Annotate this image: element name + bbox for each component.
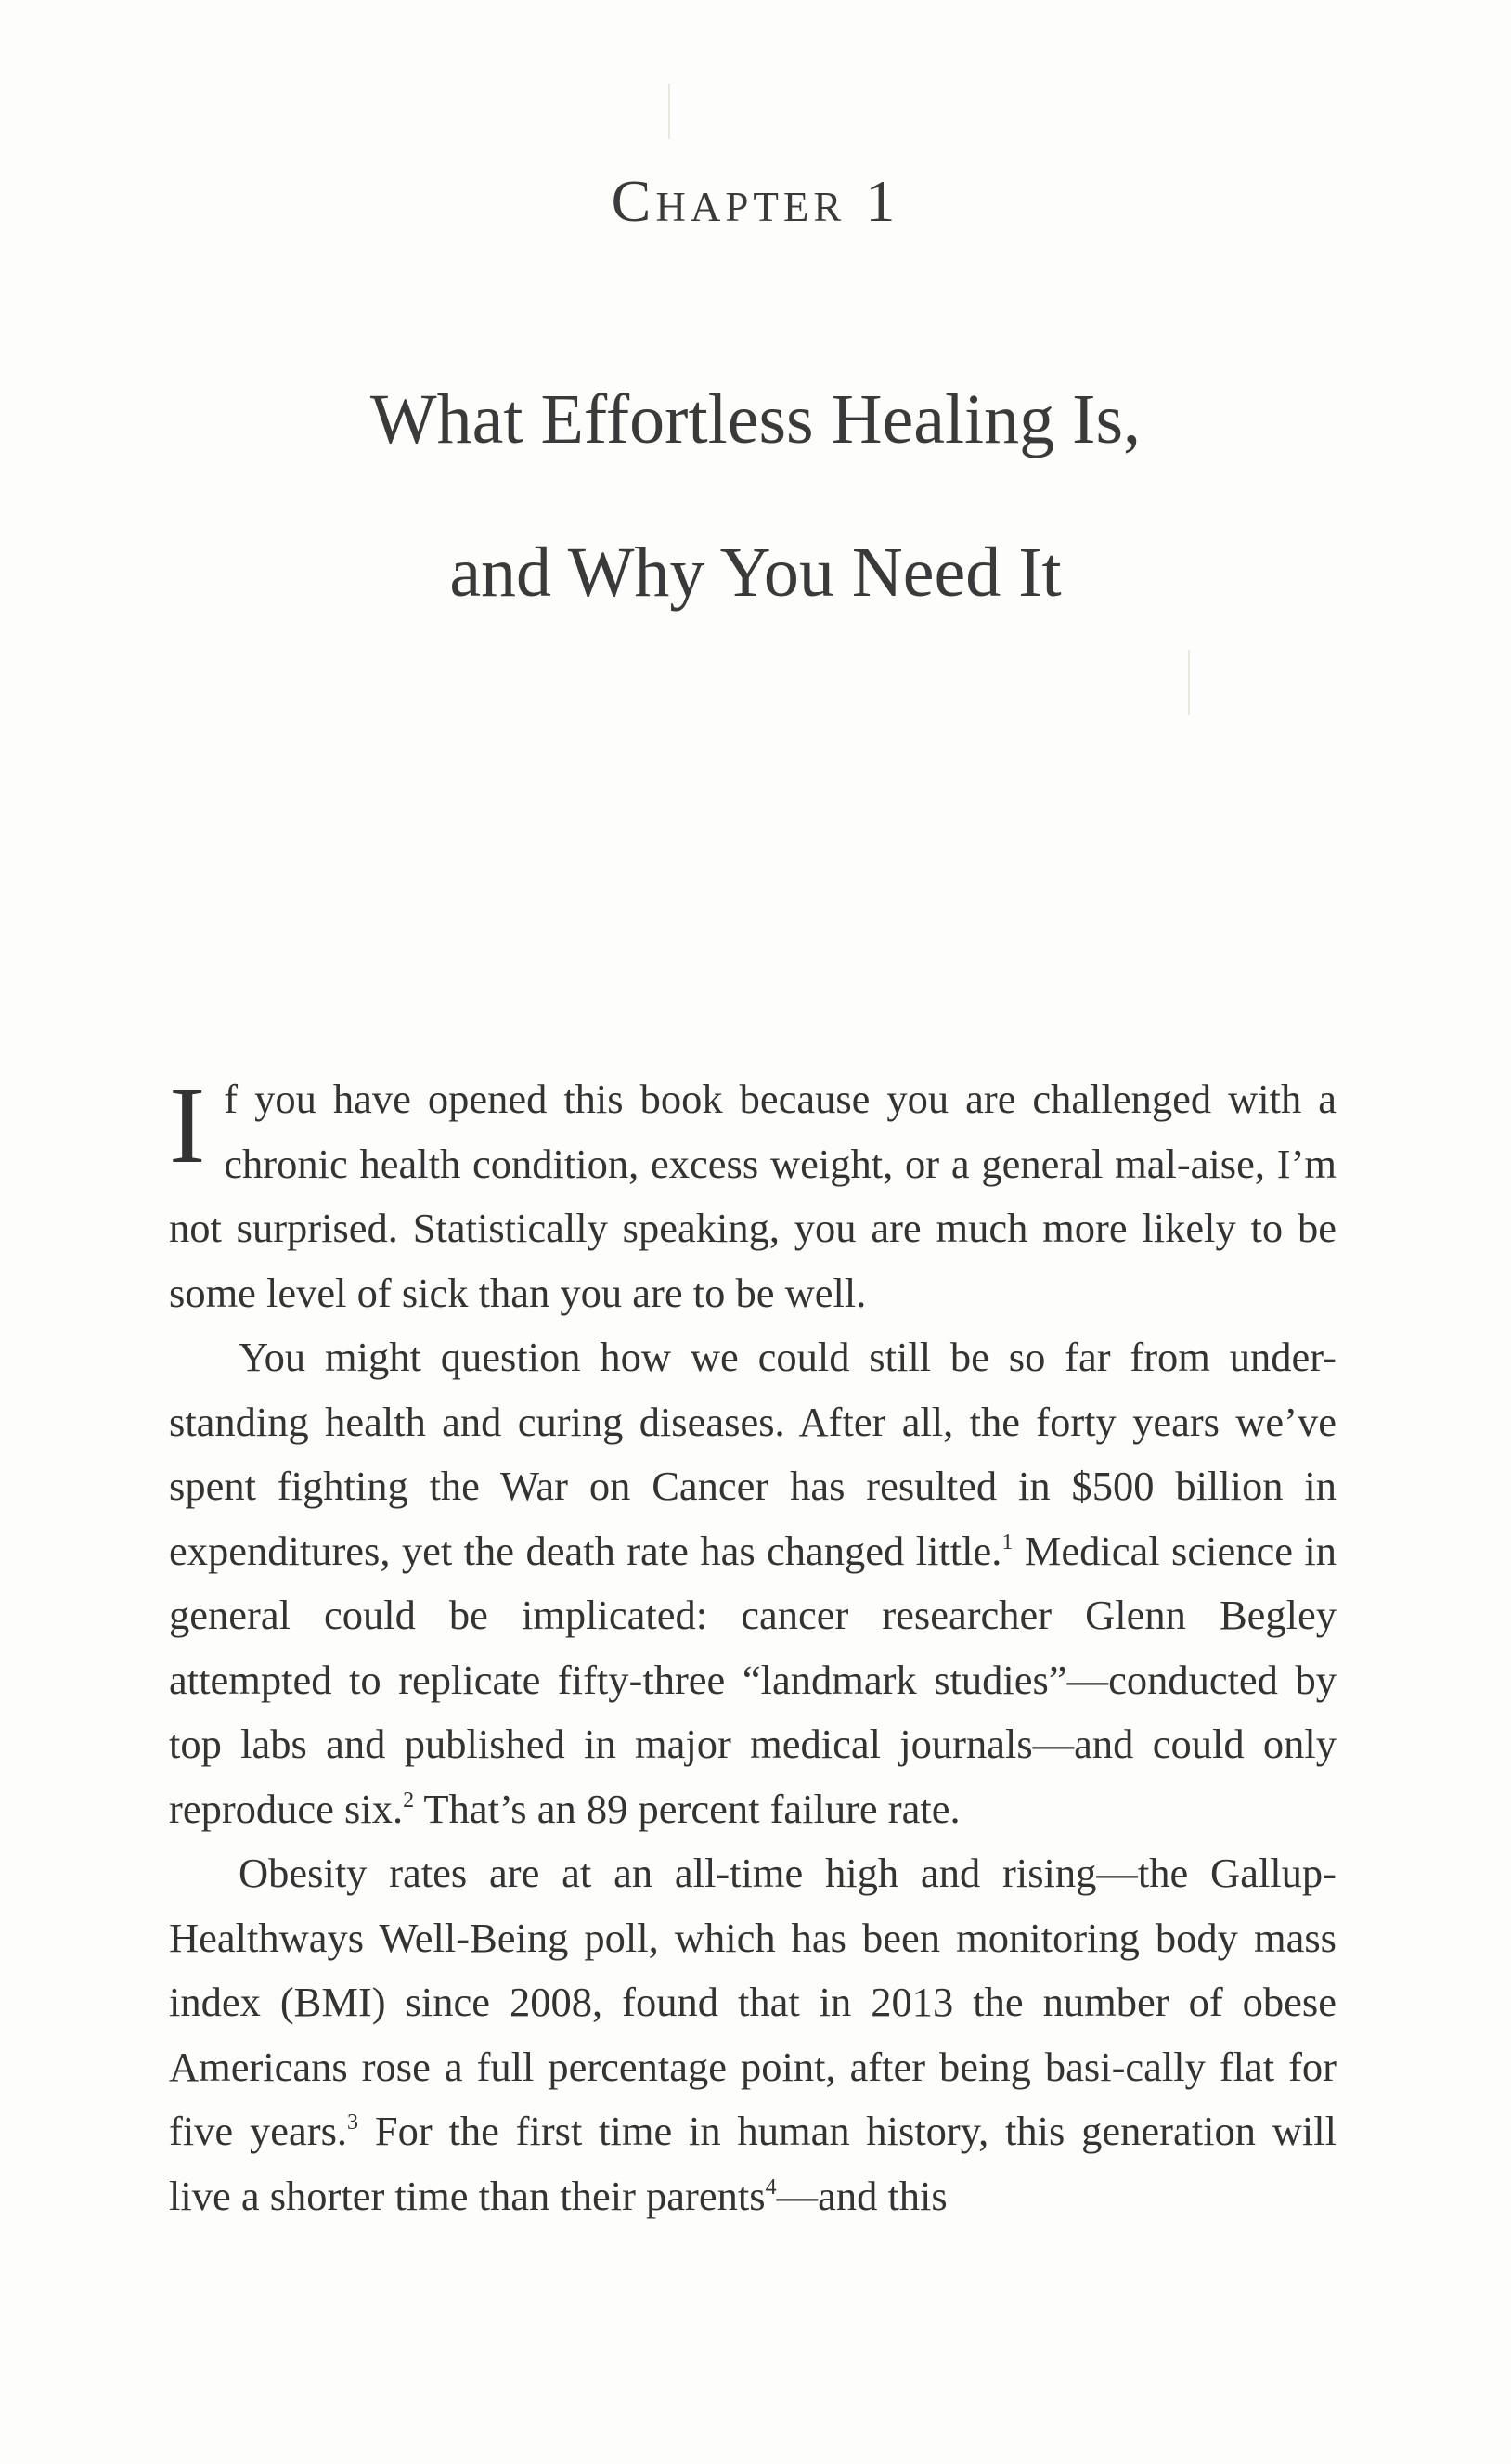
footnote-ref-3[interactable]: 3 — [347, 2110, 359, 2135]
paragraph-1-text: f you have opened this book because you are challenged with a chronic health condition, excess weight, or a general mal-aise, I’m not surprised. Statistically speaking, you are much more likely to be some level of sick than you are to be well. — [169, 1076, 1337, 1316]
body-text — [169, 1064, 1337, 2228]
paragraph-2-text-b: Medical science in general could be implicated: cancer researcher Glenn Begley attempted to replicate fifty-three “landmark studies”—conducted by top labs and published in major medical journals—and could only reproduce six. — [169, 1527, 1337, 1832]
drop-cap: I — [169, 1064, 206, 1186]
paragraph-3 — [169, 1841, 1337, 2228]
paragraph-1 — [169, 1064, 1337, 1325]
footnote-ref-2[interactable]: 2 — [403, 1787, 415, 1813]
footnote-ref-4[interactable]: 4 — [765, 2174, 777, 2200]
paragraph-3-text-b: For the first time in human history, this generation will live a shorter time than their parents — [169, 2108, 1337, 2219]
paragraph-2 — [169, 1325, 1337, 1841]
paragraph-2-text-a: You might question how we could still be so far from under-standing health and curing diseases. After all, the forty years we’ve spent fighting the War on Cancer has resulted in $500 billion in expenditures, yet the death rate has changed little. — [169, 1334, 1337, 1574]
paragraph-3-text-c: —and this — [776, 2172, 948, 2219]
chapter-label: Chapter 1 — [611, 168, 900, 234]
footnote-ref-1[interactable]: 1 — [1001, 1529, 1014, 1555]
chapter-title — [0, 343, 1511, 650]
scan-mark-top — [668, 84, 670, 139]
chapter-title-line-1: What Effortless Healing Is, — [369, 381, 1142, 458]
paragraph-3-text-a: Obesity rates are at an all-time high and rising—the Gallup-Healthways Well-Being poll, which has been monitoring body mass index (BMI) since 2008, found that in 2013 the number of obese Americans rose a full percentage point, after being basi-cally flat for five years. — [169, 1850, 1337, 2154]
paragraph-2-text-c: That’s an 89 percent failure rate. — [414, 1785, 961, 1832]
chapter-title-line-2: and Why You Need It — [449, 534, 1062, 612]
scan-mark-side — [1188, 650, 1190, 715]
